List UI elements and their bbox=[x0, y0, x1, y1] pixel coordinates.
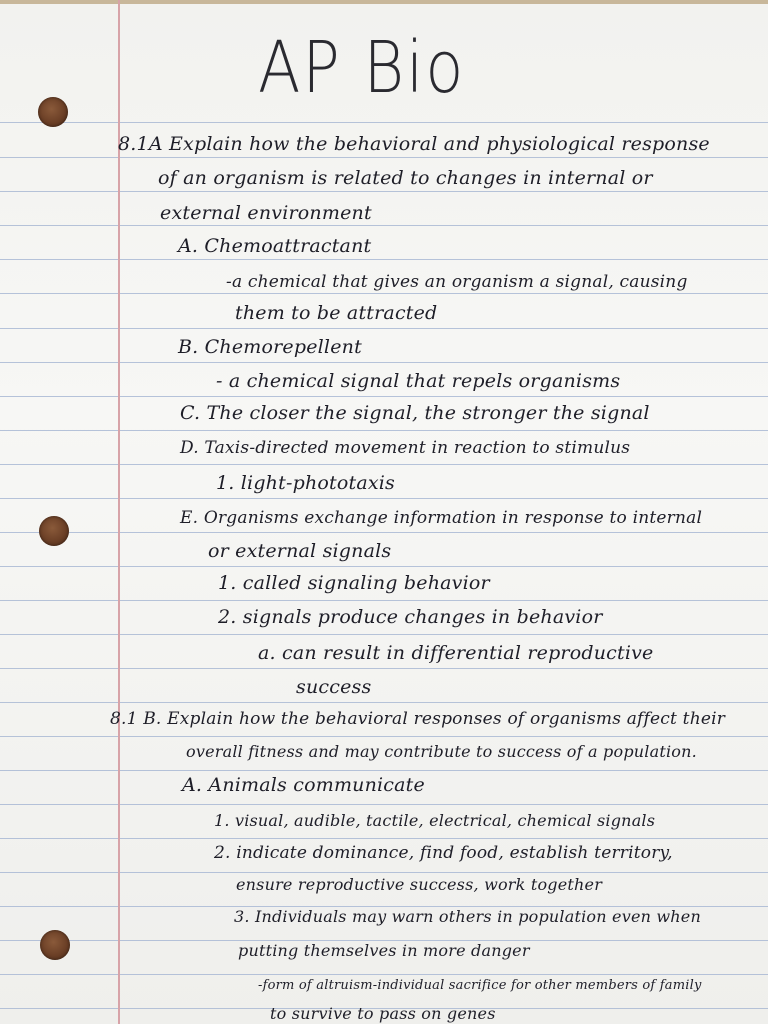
binder-hole-top bbox=[38, 97, 68, 127]
binder-hole-bottom bbox=[40, 930, 70, 960]
ruled-line bbox=[0, 259, 768, 260]
binder-hole-middle bbox=[39, 516, 69, 546]
note-line: A. Animals communicate bbox=[182, 774, 425, 796]
ruled-line bbox=[0, 122, 768, 123]
note-line: success bbox=[296, 676, 372, 698]
note-line: C. The closer the signal, the stronger the signal bbox=[180, 402, 650, 424]
ruled-line bbox=[0, 396, 768, 397]
note-line: them to be attracted bbox=[235, 302, 438, 324]
ruled-line bbox=[0, 668, 768, 669]
ruled-line bbox=[0, 600, 768, 601]
ruled-line bbox=[0, 804, 768, 805]
note-line: - a chemical signal that repels organisms bbox=[216, 370, 621, 392]
ruled-line bbox=[0, 838, 768, 839]
note-line: 8.1A Explain how the behavioral and physiological response bbox=[118, 133, 710, 155]
ruled-line bbox=[0, 770, 768, 771]
ruled-line bbox=[0, 430, 768, 431]
note-line: B. Chemorepellent bbox=[178, 336, 362, 358]
note-line: putting themselves in more danger bbox=[238, 941, 530, 960]
ruled-line bbox=[0, 498, 768, 499]
ruled-line bbox=[0, 362, 768, 363]
ruled-line bbox=[0, 157, 768, 158]
note-line: of an organism is related to changes in internal or bbox=[158, 167, 653, 189]
note-line: external environment bbox=[160, 202, 372, 224]
ruled-line bbox=[0, 872, 768, 873]
note-line: 2. indicate dominance, find food, establish territory, bbox=[214, 843, 673, 863]
note-line: -form of altruism-individual sacrifice for other members of family bbox=[258, 978, 702, 993]
ruled-line bbox=[0, 328, 768, 329]
note-line: 8.1 B. Explain how the behavioral responses of organisms affect their bbox=[110, 709, 726, 729]
ruled-line bbox=[0, 293, 768, 294]
note-line: 3. Individuals may warn others in population even when bbox=[234, 907, 701, 926]
note-line: ensure reproductive success, work together bbox=[236, 875, 603, 894]
note-line: E. Organisms exchange information in response to internal bbox=[180, 508, 703, 528]
note-line: a. can result in differential reproductive bbox=[258, 642, 654, 664]
note-line: 1. called signaling behavior bbox=[218, 572, 490, 594]
note-line: 2. signals produce changes in behavior bbox=[218, 606, 603, 628]
note-line: to survive to pass on genes bbox=[270, 1004, 496, 1023]
note-line: -a chemical that gives an organism a signal, causing bbox=[226, 272, 688, 292]
note-line: D. Taxis-directed movement in reaction to stimulus bbox=[180, 438, 631, 458]
note-line: overall fitness and may contribute to success of a population. bbox=[186, 742, 697, 761]
ruled-line bbox=[0, 702, 768, 703]
ruled-line bbox=[0, 532, 768, 533]
ruled-line bbox=[0, 191, 768, 192]
page-top-edge bbox=[0, 0, 768, 4]
note-line: 1. visual, audible, tactile, electrical, chemical signals bbox=[214, 811, 656, 830]
ruled-line bbox=[0, 736, 768, 737]
note-line: 1. light-phototaxis bbox=[216, 472, 395, 494]
note-line: or external signals bbox=[208, 540, 392, 562]
page-title: AP Bio bbox=[258, 25, 466, 110]
ruled-line bbox=[0, 464, 768, 465]
ruled-line bbox=[0, 634, 768, 635]
note-line: A. Chemoattractant bbox=[178, 235, 372, 257]
ruled-line bbox=[0, 566, 768, 567]
ruled-line bbox=[0, 225, 768, 226]
